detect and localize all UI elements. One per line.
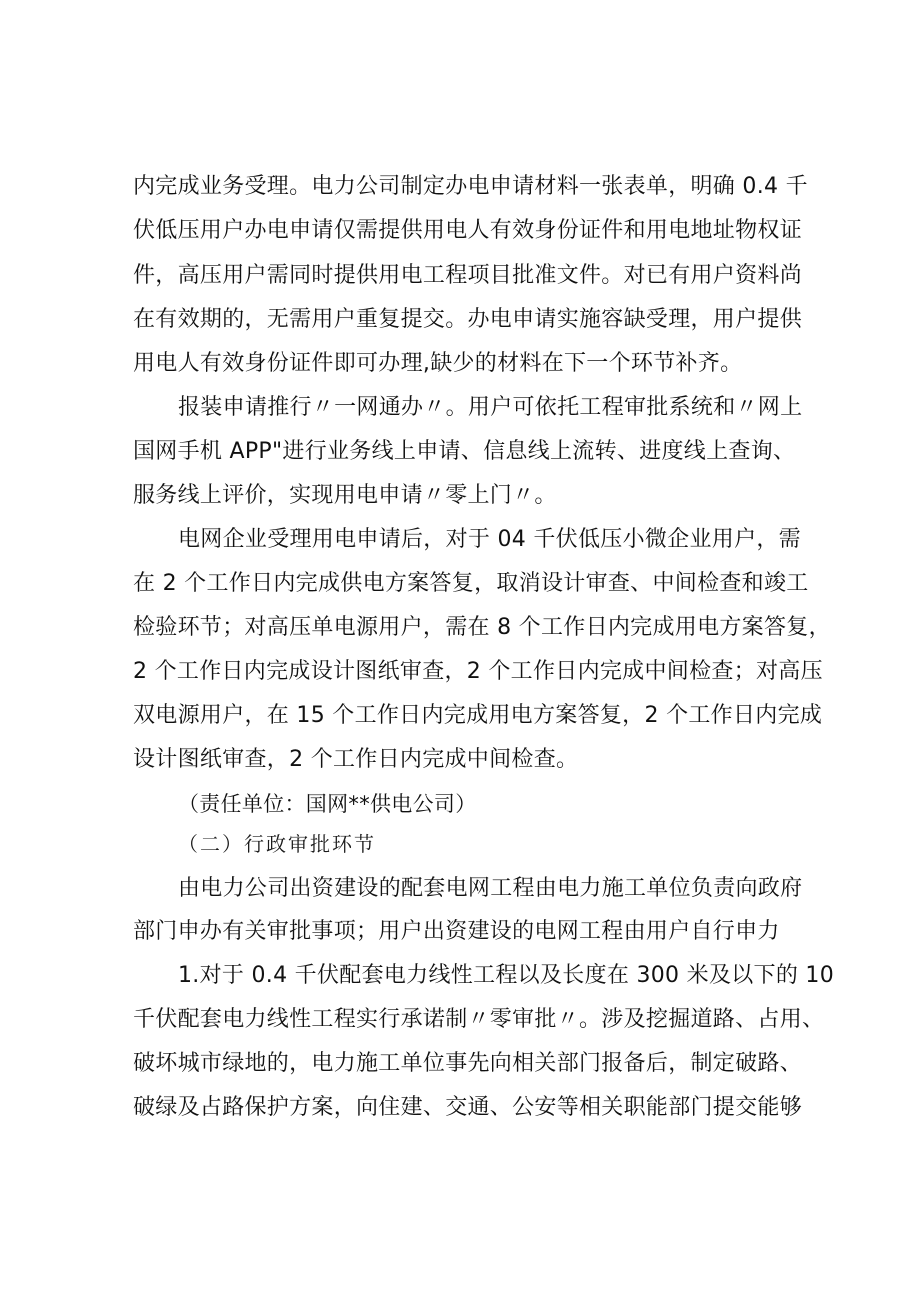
paragraph-4-line-1: 由电力公司出资建设的配套电网工程由电力施工单位负责向政府: [178, 876, 803, 901]
paragraph-2-line-3: 服务线上评价，实现用电申请〃零上门〃。: [133, 483, 557, 508]
section-heading: （二）行政审批环节: [178, 832, 376, 856]
paragraph-3-line-2: 在 2 个工作日内完成供电方案答复，取消设计审查、中间检查和竣工: [133, 571, 809, 596]
paragraph-2-line-1: 报装申请推行〃一网通办〃。用户可依托工程审批系统和〃网上: [178, 395, 803, 420]
responsibility-note: （责任单位：国网**供电公司）: [178, 792, 477, 816]
paragraph-5-line-4: 破绿及占路保护方案，向住建、交通、公安等相关职能部门提交能够: [133, 1095, 803, 1120]
paragraph-1-line-2: 伏低压用户办电申请仅需提供用电人有效身份证件和用电地址物权证: [133, 218, 803, 243]
paragraph-3-line-3: 检验环节；对高压单电源用户，需在 8 个工作日内完成用电方案答复，: [133, 615, 831, 640]
paragraph-3-line-1: 电网企业受理用电申请后，对于 04 千伏低压小微企业用户，需: [178, 527, 801, 552]
paragraph-3-line-6: 设计图纸审查，2 个工作日内完成中间检查。: [133, 747, 579, 772]
paragraph-3-line-5: 双电源用户，在 15 个工作日内完成用电方案答复，2 个工作日内完成: [133, 703, 823, 728]
paragraph-3-line-4: 2 个工作日内完成设计图纸审查，2 个工作日内完成中间检查；对高压: [133, 659, 823, 684]
paragraph-5-line-3: 破坏城市绿地的，电力施工单位事先向相关部门报备后，制定破路、: [133, 1051, 803, 1076]
paragraph-1-line-5: 用电人有效身份证件即可办理,缺少的材料在下一个环节补齐。: [133, 351, 743, 376]
paragraph-1-line-3: 件，高压用户需同时提供用电工程项目批准文件。对已有用户资料尚: [133, 263, 803, 288]
paragraph-5-line-2: 千伏配套电力线性工程实行承诺制〃零审批〃。涉及挖掘道路、占用、: [133, 1007, 825, 1032]
paragraph-4-line-2: 部门申办有关审批事项；用户出资建设的电网工程由用户自行申力: [133, 919, 780, 944]
paragraph-5-line-1: 1.对于 0.4 千伏配套电力线性工程以及长度在 300 米及以下的 10: [178, 963, 835, 988]
paragraph-2-line-2: 国网手机 APP"进行业务线上申请、信息线上流转、进度线上查询、: [133, 439, 796, 464]
paragraph-1-line-1: 内完成业务受理。电力公司制定办电申请材料一张表单，明确 0.4 千: [133, 174, 808, 199]
paragraph-1-line-4: 在有效期的，无需用户重复提交。办电申请实施容缺受理，用户提供: [133, 307, 803, 332]
